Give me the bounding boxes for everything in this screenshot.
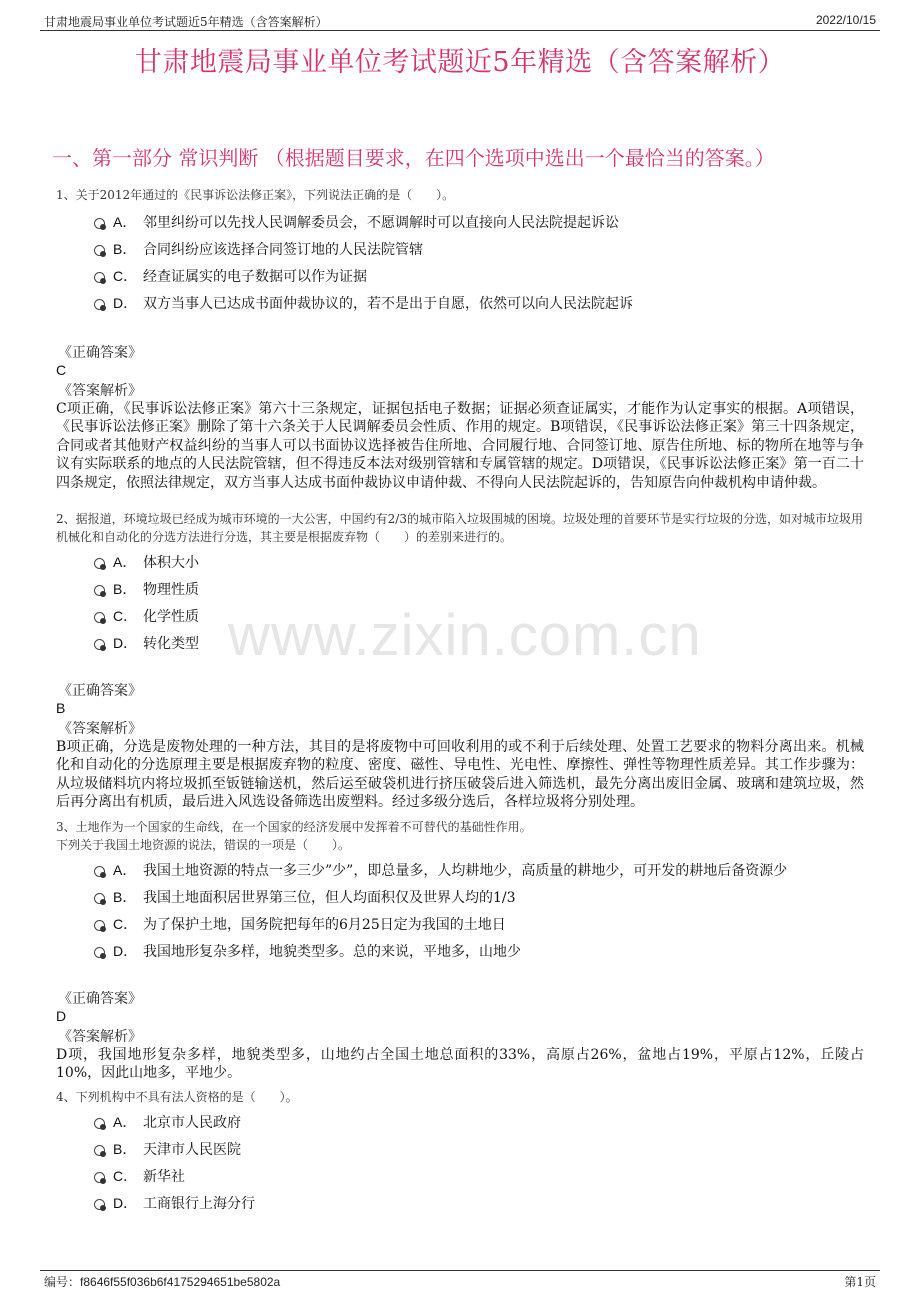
radio-icon[interactable] [94,947,105,958]
option-b[interactable] [92,885,864,912]
question-stem: 1、关于2012年通过的《民事诉讼法修正案》，下列说法正确的是（ ）。 [56,188,455,202]
radio-icon[interactable] [94,218,105,229]
option-text: 我国土地资源的特点一多三少”少”，即总量多，人均耕地少，高质量的耕地少，可开发的耕地后备资源少 [143,863,788,879]
analysis-label: 《答案解析》 [58,1029,142,1045]
question-stem: 2、据报道，环境垃圾已经成为城市环境的一大公害，中国约有2/3的城市陷入垃圾围城的困境。垃圾处理的首要环节是实行垃圾的分选，如对城市垃圾用机械化和自动化的分选方法进行分选，其主要是根据废弃物（ ）的差别来进行的。 [56,512,863,544]
header-doc-name: 甘肃地震局事业单位考试题近5年精选（含答案解析） [44,15,328,29]
question-stem: 3、土地作为一个国家的生命线，在一个国家的经济发展中发挥着不可替代的基础性作用。 下列关于我国土地资源的说法，错误的一项是（ ）。 [56,820,532,852]
analysis-text: C项正确，《民事诉讼法修正案》第六十三条规定，证据包括电子数据；证据必须查证属实，才能作为认定事实的根据。A项错误，《民事诉讼法修正案》删除了第十六条关于人民调解委员会性质、作用的规定。B项错误，《民事诉讼法修正案》第三十四条规定，合同或者其他财产权益纠纷的当事人可以书面协议选择被告住所地、合同履行地、合同签订地、原告住所地、标的物所在地等与争议有实际联系的地点的人民法院管辖，但不得违反本法对级别管辖和专属管辖的规定。D项错误，《民事诉讼法修正案》第一百二十四条规定，依照法律规定，双方当事人达成书面仲裁协议申请仲裁、不得向人民法院起诉的，告知原告向仲裁机构申请仲裁。 [56,401,864,491]
option-a[interactable] [92,210,864,237]
page-footer [40,1270,880,1289]
option-b[interactable] [92,1137,864,1164]
header-date: 2022/10/15 [815,13,876,27]
option-letter: A． [113,214,137,230]
option-c[interactable] [92,912,864,939]
option-letter: C． [113,916,138,932]
correct-answer-label: 《正确答案》 [58,345,142,361]
option-a[interactable] [92,858,864,885]
radio-icon[interactable] [94,1199,105,1210]
option-letter: D． [113,943,138,959]
radio-icon[interactable] [94,893,105,904]
option-text: 物理性质 [143,582,199,598]
correct-answer-label: 《正确答案》 [58,683,142,699]
correct-answer-label: 《正确答案》 [58,991,142,1007]
question-stem: 4、下列机构中不具有法人资格的是（ ）。 [56,1090,298,1104]
option-text: 为了保护土地，国务院把每年的6月25日定为我国的土地日 [143,917,506,933]
option-letter: D． [113,635,138,651]
question-1 [56,186,864,492]
analysis-label: 《答案解析》 [58,383,142,399]
footer-id [44,1273,280,1290]
radio-icon[interactable] [94,245,105,256]
radio-icon[interactable] [94,1118,105,1129]
option-b[interactable] [92,577,864,604]
option-text: 我国土地面积居世界第三位，但人均面积仅及世界人均的1/3 [143,890,516,906]
analysis-text: B项正确，分选是废物处理的一种方法，其目的是将废物中可回收利用的或不利于后续处理、处置工艺要求的物料分离出来。机械化和自动化的分选原理主要是根据废弃物的粒度、密度、磁性、导电性、光电性、摩擦性、弹性等物理性质差异。其工作步骤为：从垃圾储料坑内将垃圾抓至钣链输送机，然后运至破袋机进行挤压破袋后进入筛选机，最先分离出废旧金属、玻璃和建筑垃圾，然后再分离出有机质，最后进入风选设备筛选出废塑料。经过多级分选后，各样垃圾将分别处理。 [56,739,864,811]
option-letter: C． [113,268,138,284]
correct-answer-value: C [56,362,67,378]
option-c[interactable] [92,604,864,631]
radio-icon[interactable] [94,585,105,596]
option-text: 转化类型 [143,636,199,652]
radio-icon[interactable] [94,1172,105,1183]
option-text: 北京市人民政府 [143,1115,241,1131]
option-letter: B． [113,889,137,905]
option-letter: D． [113,1195,138,1211]
radio-icon[interactable] [94,612,105,623]
option-a[interactable] [92,1110,864,1137]
correct-answer-value: B [56,700,66,716]
radio-icon[interactable] [94,866,105,877]
option-text: 天津市人民医院 [143,1142,241,1158]
option-d[interactable] [92,1191,864,1218]
option-letter: A． [113,554,137,570]
analysis-label: 《答案解析》 [58,721,142,737]
question-4 [56,1088,864,1218]
option-text: 双方当事人已达成书面仲裁协议的，若不是出于自愿，依然可以向人民法院起诉 [143,296,633,312]
option-d[interactable] [92,939,864,966]
option-text: 工商银行上海分行 [143,1196,255,1212]
correct-answer-value: D [56,1008,67,1024]
footer-id-label: 编号： [44,1275,81,1289]
option-c[interactable] [92,1164,864,1191]
option-letter: A． [113,1114,137,1130]
option-text: 我国地形复杂多样，地貌类型多。总的来说，平地多，山地少 [143,944,521,960]
option-d[interactable] [92,291,864,318]
option-letter: C． [113,1168,138,1184]
option-a[interactable] [92,550,864,577]
radio-icon[interactable] [94,1145,105,1156]
footer-id-value: f8646f55f036b6f4175294651be5802a [80,1275,281,1289]
option-letter: B． [113,241,137,257]
option-letter: B． [113,581,137,597]
option-text: 合同纠纷应该选择合同签订地的人民法院管辖 [143,242,423,258]
radio-icon[interactable] [94,920,105,931]
radio-icon[interactable] [94,558,105,569]
page-header [40,12,880,31]
radio-icon[interactable] [94,299,105,310]
question-3 [56,818,864,1083]
analysis-text: D项，我国地形复杂多样，地貌类型多，山地约占全国土地总面积的33%，高原占26%，盆地占19%，平原占12%，丘陵占10%，因此山地多，平地少。 [56,1047,864,1082]
option-text: 体积大小 [143,555,199,571]
watermark: www.zixin.com.cn [228,603,702,668]
section-heading: 一、第一部分 常识判断 （根据题目要求，在四个选项中选出一个最恰当的答案。） [52,146,775,170]
option-text: 经查证属实的电子数据可以作为证据 [143,269,367,285]
option-text: 化学性质 [143,609,199,625]
option-letter: A． [113,862,137,878]
option-c[interactable] [92,264,864,291]
option-letter: D． [113,295,138,311]
option-text: 邻里纠纷可以先找人民调解委员会，不愿调解时可以直接向人民法院提起诉讼 [143,215,619,231]
radio-icon[interactable] [94,272,105,283]
option-d[interactable] [92,631,864,658]
option-b[interactable] [92,237,864,264]
option-letter: B． [113,1141,137,1157]
footer-page-number: 第1页 [844,1275,876,1289]
question-2 [56,510,864,812]
radio-icon[interactable] [94,639,105,650]
document-title: 甘肃地震局事业单位考试题近5年精选（含答案解析） [134,47,786,78]
option-text: 新华社 [143,1169,185,1185]
option-letter: C． [113,608,138,624]
